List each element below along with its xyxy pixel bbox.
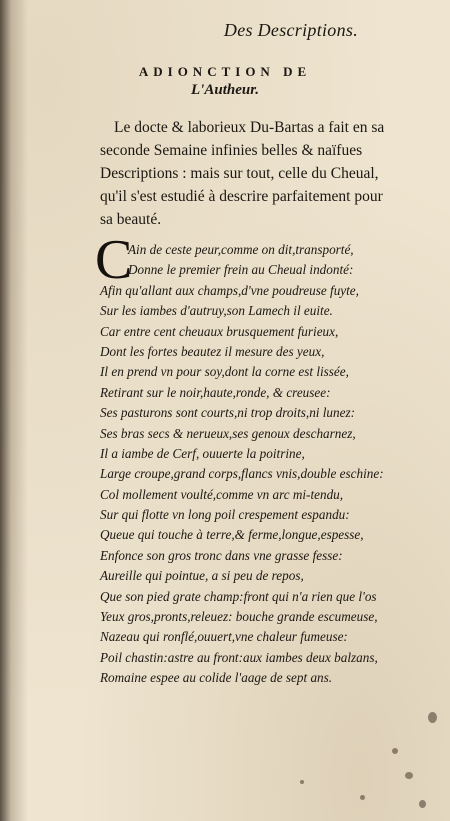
verse-line: Donne le premier frein au Cheual indonté:	[128, 262, 354, 278]
verse-line: Afin qu'allant aux champs,d'vne poudreuse fuyte,	[100, 282, 359, 298]
verse-line: Ses bras secs & nerueux,ses genoux descharnez,	[100, 425, 356, 441]
verse-block	[100, 240, 436, 689]
drop-cap: C	[95, 229, 133, 291]
verse-line: Queue qui touche à terre,& ferme,longue,espesse,	[100, 527, 364, 543]
verse-line: Yeux gros,pronts,releuez: bouche grande escumeuse,	[100, 609, 378, 625]
ink-spot	[392, 748, 398, 754]
intro-line: seconde Semaine infinies belles & naïfues	[100, 142, 363, 159]
intro-line: sa beauté.	[100, 211, 162, 228]
ink-spot	[360, 795, 365, 800]
intro-line: qu'il s'est estudié à descrire parfaitement pour	[100, 188, 383, 205]
verse-line: Large croupe,grand corps,flancs vnis,double eschine:	[100, 466, 384, 482]
ink-spot	[428, 712, 437, 723]
running-head: Des Descriptions.	[223, 20, 358, 40]
verse-line: Il en prend vn pour soy,dont la corne est lissée,	[100, 364, 349, 380]
ink-spot	[300, 780, 304, 784]
section-title: ADIONCTION DE	[138, 64, 312, 79]
verse-line: Sur qui flotte vn long poil crespement espandu:	[100, 507, 350, 523]
intro-paragraph	[100, 116, 436, 231]
verse-line: Poil chastin:astre au front:aux iambes deux balzans,	[100, 649, 378, 665]
verse-line: Aureille qui pointue, a si peu de repos,	[100, 568, 304, 584]
verse-line: Col mollement voulté,comme vn arc mi-tendu,	[100, 486, 344, 502]
verse-line: Retirant sur le noir,haute,ronde, & creusee:	[100, 384, 331, 400]
verse-line: Il a iambe de Cerf, ouuerte la poitrine,	[100, 445, 305, 461]
gutter-shadow	[0, 0, 28, 821]
section-subtitle: L'Autheur.	[191, 82, 259, 98]
ink-spot	[405, 772, 413, 779]
verse-line: Car entre cent cheuaux brusquement furieux,	[100, 323, 339, 339]
ink-spot	[419, 800, 426, 808]
verse-line: Ain de ceste peur,comme on dit,transporté,	[128, 242, 354, 257]
verse-line: Romaine espee au colide l'aage de sept ans.	[100, 670, 333, 686]
verse-line: Enfonce son gros tronc dans vne grasse fesse:	[100, 547, 343, 563]
verse-line: Sur les iambes d'autruy,son Lamech il euite.	[100, 303, 333, 319]
verse-line: Dont les fortes beautez il mesure des yeux,	[100, 343, 325, 359]
verse-line: Que son pied grate champ:front qui n'a rien que l'os	[100, 588, 377, 604]
intro-line: Le docte & laborieux Du-Bartas a fait en sa	[114, 119, 385, 136]
verse-line: Nazeau qui ronflé,ouuert,vne chaleur fumeuse:	[100, 629, 348, 645]
verse-line: Ses pasturons sont courts,ni trop droits,ni lunez:	[100, 405, 355, 421]
intro-line: Descriptions : mais sur tout, celle du Cheual,	[100, 165, 379, 182]
